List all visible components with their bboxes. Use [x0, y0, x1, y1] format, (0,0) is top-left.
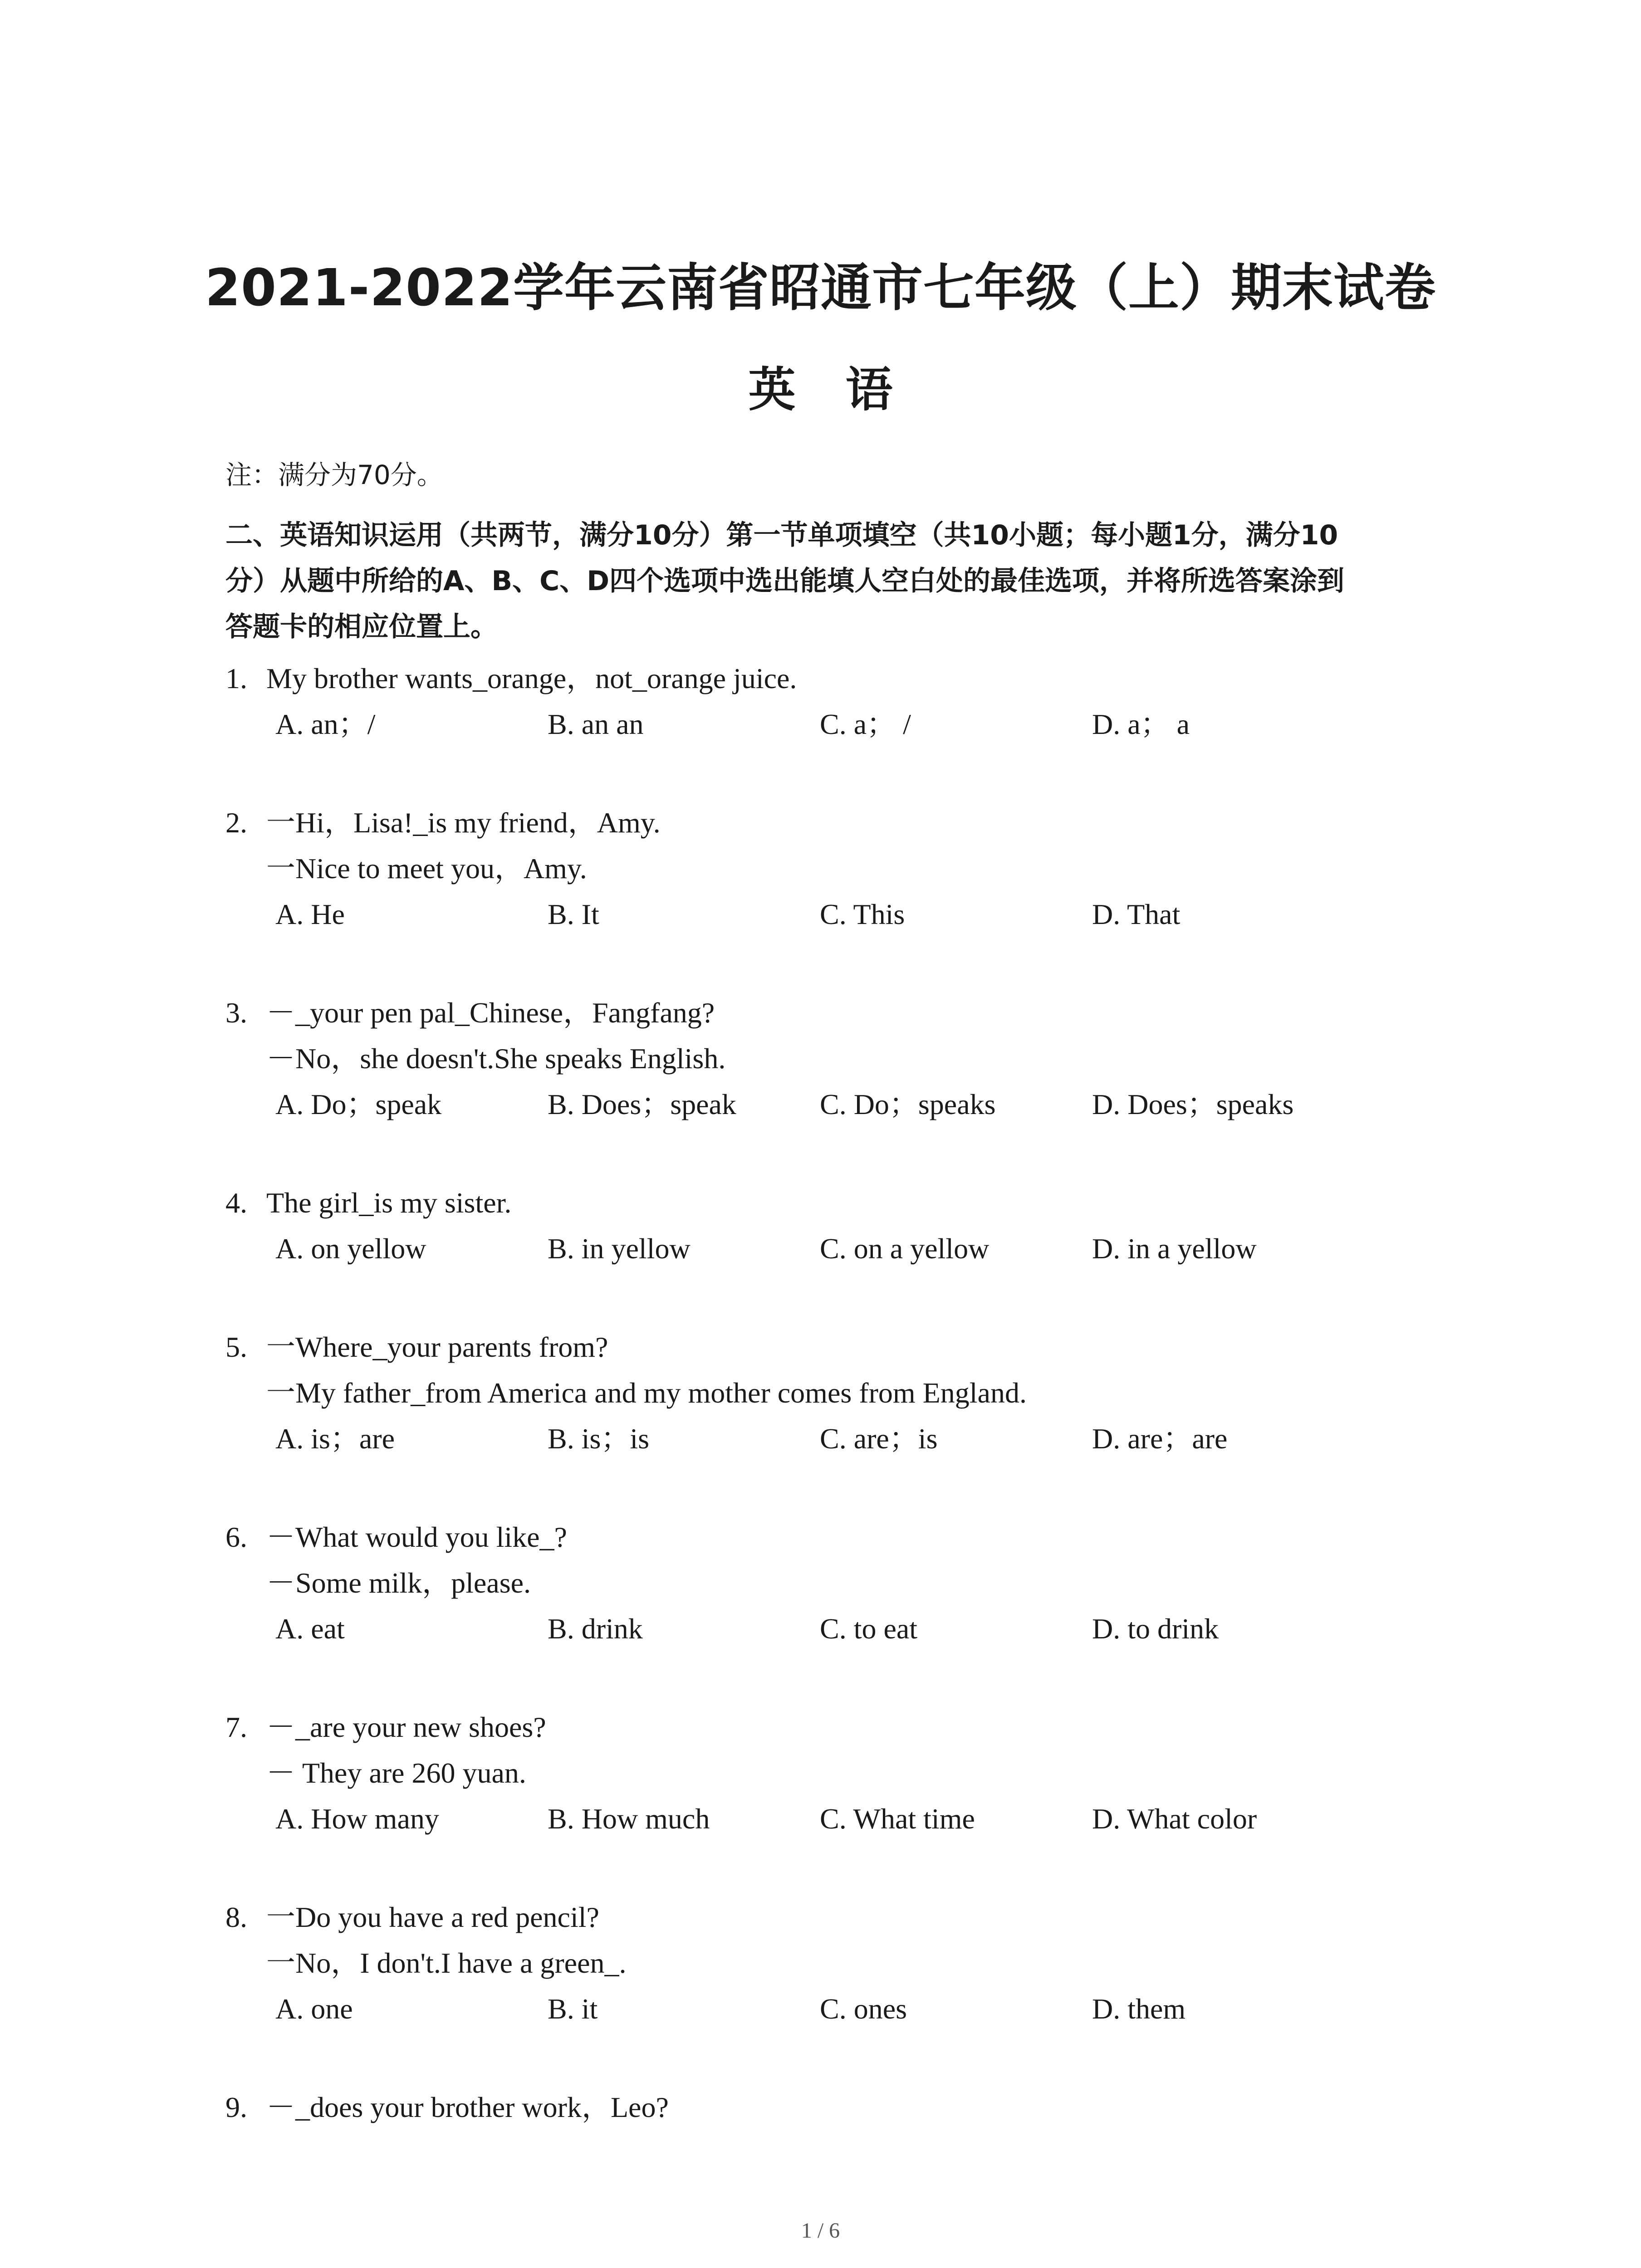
- question-item: [225, 1324, 1450, 1461]
- question-stem: [225, 655, 1450, 701]
- question-item: [225, 1704, 1450, 1842]
- question-text: －_your pen pal_Chinese，Fangfang?: [266, 997, 715, 1029]
- option-a[interactable]: A. He: [275, 898, 345, 930]
- option-a[interactable]: A. eat: [275, 1613, 345, 1645]
- question-number: 8.: [225, 1901, 247, 1933]
- question-item: [225, 2084, 1450, 2130]
- answer-options: [225, 1081, 1450, 1127]
- page-number: 1 / 6: [801, 2219, 840, 2243]
- option-a[interactable]: A. one: [275, 1993, 353, 2025]
- question-text: －_are your new shoes?: [266, 1711, 546, 1743]
- question-text: My brother wants_orange，not_orange juice.: [266, 662, 797, 694]
- instruction-line: 分）从题中所给的A、B、C、D四个选项中选出能填人空白处的最佳选项，并将所选答案涂到: [225, 565, 1345, 597]
- question-item: [225, 990, 1450, 1127]
- answer-options: [225, 1796, 1450, 1842]
- question-number: 2.: [225, 807, 247, 839]
- question-text: －_does your brother work，Leo?: [266, 2091, 669, 2123]
- question-text: － They are 260 yuan.: [266, 1757, 526, 1789]
- option-c[interactable]: C. What time: [820, 1803, 975, 1835]
- question-dialogue-line: [225, 846, 1450, 891]
- option-a[interactable]: A. on yellow: [275, 1232, 426, 1265]
- option-a[interactable]: A. How many: [275, 1803, 439, 1835]
- question-stem: [225, 1894, 1450, 1940]
- question-item: [225, 800, 1450, 937]
- question-text: 一Hi，Lisa!_is my friend，Amy.: [266, 807, 661, 839]
- question-number: 3.: [225, 997, 247, 1029]
- option-b[interactable]: B. an an: [548, 708, 644, 740]
- option-c[interactable]: C. a； /: [820, 708, 911, 740]
- option-b[interactable]: B. Does；speak: [548, 1088, 736, 1120]
- option-d[interactable]: D. Does；speaks: [1092, 1088, 1294, 1120]
- question-number: 4.: [225, 1187, 247, 1219]
- question-item: [225, 1180, 1450, 1271]
- answer-options: [225, 701, 1450, 747]
- instruction-line: 二、英语知识运用（共两节，满分10分）第一节单项填空（共10小题；每小题1分，满分10: [225, 519, 1338, 551]
- option-d[interactable]: D. in a yellow: [1092, 1232, 1257, 1265]
- option-b[interactable]: B. is；is: [548, 1422, 650, 1455]
- option-b[interactable]: B. it: [548, 1993, 598, 2025]
- option-b[interactable]: B. drink: [548, 1613, 643, 1645]
- question-stem: [225, 990, 1450, 1036]
- answer-options: [225, 1226, 1450, 1271]
- option-d[interactable]: D. them: [1092, 1993, 1186, 2025]
- question-dialogue-line: [225, 1940, 1450, 1986]
- subject-heading: 英语: [748, 362, 943, 417]
- exam-title: 2021-2022学年云南省昭通市七年级（上）期末试卷: [205, 259, 1436, 318]
- question-text: 一Do you have a red pencil?: [266, 1901, 599, 1933]
- question-stem: [225, 1514, 1450, 1560]
- question-stem: [225, 1704, 1450, 1750]
- option-d[interactable]: D. What color: [1092, 1803, 1257, 1835]
- question-text: －What would you like_?: [266, 1521, 567, 1553]
- option-c[interactable]: C. Do；speaks: [820, 1088, 996, 1120]
- question-text: 一Where_your parents from?: [266, 1331, 608, 1363]
- question-item: [225, 655, 1450, 747]
- question-number: 9.: [225, 2091, 247, 2123]
- option-c[interactable]: C. to eat: [820, 1613, 918, 1645]
- answer-options: [225, 891, 1450, 937]
- answer-options: [225, 1606, 1450, 1652]
- question-text: 一My father_from America and my mother comes from England.: [266, 1377, 1027, 1409]
- option-b[interactable]: B. How much: [548, 1803, 710, 1835]
- question-text: The girl_is my sister.: [266, 1187, 512, 1219]
- question-dialogue-line: [225, 1036, 1450, 1081]
- option-c[interactable]: C. ones: [820, 1993, 907, 2025]
- option-a[interactable]: A. is；are: [275, 1422, 395, 1455]
- option-b[interactable]: B. in yellow: [548, 1232, 691, 1265]
- option-d[interactable]: D. are；are: [1092, 1422, 1228, 1455]
- question-text: －Some milk，please.: [266, 1567, 531, 1599]
- answer-options: [225, 1416, 1450, 1461]
- question-item: [225, 1894, 1450, 2032]
- question-dialogue-line: [225, 1560, 1450, 1606]
- question-stem: [225, 800, 1450, 846]
- option-c[interactable]: C. on a yellow: [820, 1232, 989, 1265]
- question-dialogue-line: [225, 1370, 1450, 1416]
- instruction-line: 答题卡的相应位置上。: [225, 611, 498, 643]
- answer-options: [225, 1986, 1450, 2032]
- question-text: 一No，I don't.I have a green_.: [266, 1947, 627, 1979]
- option-a[interactable]: A. an；/: [275, 708, 376, 740]
- option-d[interactable]: D. a； a: [1092, 708, 1190, 740]
- option-c[interactable]: C. This: [820, 898, 905, 930]
- question-stem: [225, 2084, 1450, 2130]
- option-a[interactable]: A. Do；speak: [275, 1088, 442, 1120]
- question-number: 5.: [225, 1331, 247, 1363]
- option-b[interactable]: B. It: [548, 898, 599, 930]
- question-list: [225, 655, 1450, 2183]
- question-stem: [225, 1180, 1450, 1226]
- score-note: 注：满分为70分。: [225, 459, 443, 490]
- question-number: 6.: [225, 1521, 247, 1553]
- question-stem: [225, 1324, 1450, 1370]
- question-text: －No，she doesn't.She speaks English.: [266, 1042, 726, 1075]
- question-text: 一Nice to meet you，Amy.: [266, 852, 587, 885]
- question-number: 7.: [225, 1711, 247, 1743]
- option-d[interactable]: D. That: [1092, 898, 1181, 930]
- question-number: 1.: [225, 662, 247, 694]
- question-dialogue-line: [225, 1750, 1450, 1796]
- option-c[interactable]: C. are；is: [820, 1422, 938, 1455]
- question-item: [225, 1514, 1450, 1652]
- option-d[interactable]: D. to drink: [1092, 1613, 1219, 1645]
- section-instructions: [225, 513, 1460, 650]
